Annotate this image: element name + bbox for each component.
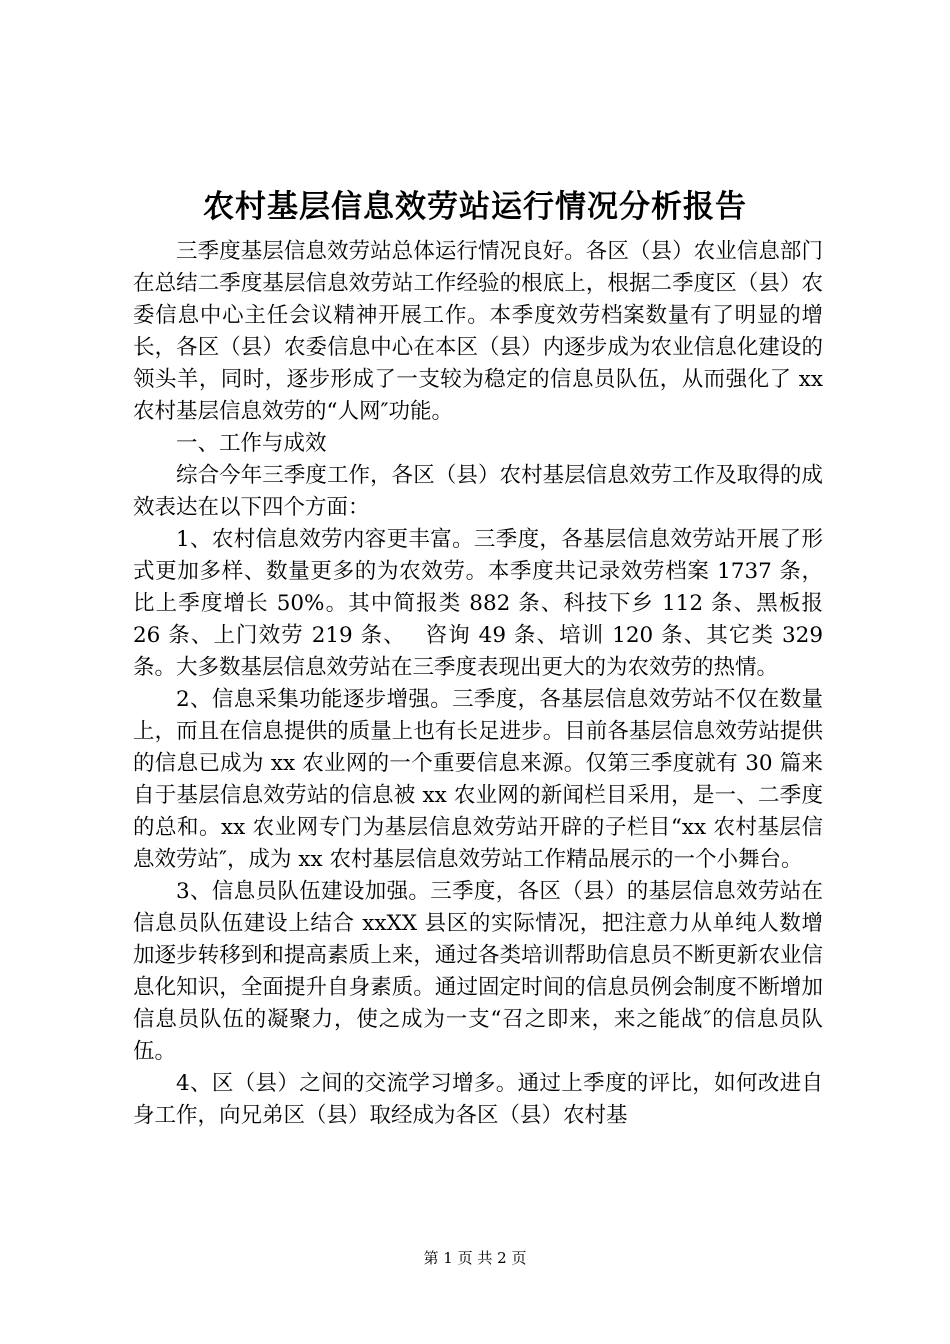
paragraph-summary: 综合今年三季度工作，各区（县）农村基层信息效劳工作及取得的成效表达在以下四个方面： <box>133 463 823 520</box>
document-body <box>133 236 823 1132</box>
paragraph-item-4: 4、区（县）之间的交流学习增多。通过上季度的评比，如何改进自身工作，向兄弟区（县）取经成为各区（县）农村基 <box>133 1071 823 1128</box>
page-footer: 第 1 页 共 2 页 <box>423 1249 527 1267</box>
section-heading: 一、工作与成效 <box>176 431 327 456</box>
document-title: 农村基层信息效劳站运行情况分析报告 <box>203 189 747 225</box>
paragraph-item-3: 3、信息员队伍建设加强。三季度，各区（县）的基层信息效劳站在信息员队伍建设上结合 xxXX 县区的实际情况，把注意力从单纯人数增加逐步转移到和提高素质上来，通过各类培训帮助信息员不断更新农业信息化知识，全面提升自身素质。通过固定时间的信息员例会制度不断增加信息员队伍的凝聚力，使之成为一支“召之即来，来之能战″的信息员队伍。 <box>133 879 823 1064</box>
paragraph-item-1: 1、农村信息效劳内容更丰富。三季度，各基层信息效劳站开展了形式更加多样、数量更多的为农效劳。本季度共记录效劳档案 1737 条，比上季度增长 50%。其中简报类 882 条、科技下乡 112 条、黑板报 26 条、上门效劳 219 条、 咨询 49 条、培训 120 条、其它类 329 条。大多数基层信息效劳站在三季度表现出更大的为农效劳的热情。 <box>133 527 823 680</box>
paragraph-intro: 三季度基层信息效劳站总体运行情况良好。各区（县）农业信息部门在总结二季度基层信息效劳站工作经验的根底上，根据二季度区（县）农委信息中心主任会议精神开展工作。本季度效劳档案数量有了明显的增长，各区（县）农委信息中心在本区（县）内逐步成为农业信息化建设的领头羊，同时，逐步形成了一支较为稳定的信息员队伍，从而强化了 xx 农村基层信息效劳的“人网″功能。 <box>133 239 823 424</box>
paragraph-item-2: 2、信息采集功能逐步增强。三季度，各基层信息效劳站不仅在数量上，而且在信息提供的质量上也有长足进步。目前各基层信息效劳站提供的信息已成为 xx 农业网的一个重要信息来源。仅第三季度就有 30 篇来自于基层信息效劳站的信息被 xx 农业网的新闻栏目采用，是一、二季度的总和。xx 农业网专门为基层信息效劳站开辟的子栏目“xx 农村基层信息效劳站″，成为 xx 农村基层信息效劳站工作精品展示的一个小舞台。 <box>133 687 823 872</box>
